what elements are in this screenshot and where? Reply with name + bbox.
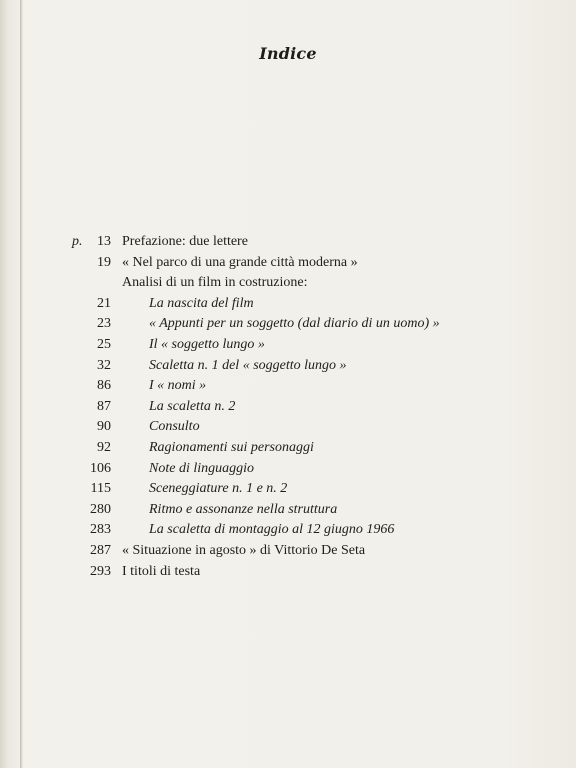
toc-entry-title: La nascita del film [149,295,254,311]
toc-entry-title: « Situazione in agosto » di Vittorio De Seta [122,542,366,558]
toc-entry [0,520,576,541]
toc-page-number: 287 [90,542,111,558]
toc-entry [0,294,576,315]
toc-entry [0,314,576,335]
toc-entry-title: Consulto [149,419,200,435]
toc-entry [0,356,576,377]
toc-entry [0,253,576,274]
toc-entry [0,541,576,562]
toc-entry-title: Prefazione: due lettere [122,234,248,249]
toc-page-number: 280 [90,501,111,517]
toc-entry-title: Note di linguaggio [149,460,254,476]
toc-page-number: 23 [97,316,111,332]
toc-page-number: 25 [97,336,111,352]
toc-entry-title: La scaletta di montaggio al 12 giugno 1966 [149,522,395,538]
toc-entry [0,417,576,438]
toc-entry [0,232,576,253]
toc-entry [0,438,576,459]
toc-entry [0,479,576,500]
page-prefix: p. [72,234,83,249]
toc-page-number: 13 [97,234,111,249]
toc-page-number: 283 [90,522,111,538]
toc-page-number: 21 [97,295,111,311]
toc-page-number: 115 [90,481,111,497]
toc-page-number: 293 [90,563,111,579]
toc-page-number: 90 [97,419,111,435]
toc-entry-title: « Nel parco di una grande città moderna » [122,254,358,270]
toc-page-number: 106 [90,460,111,476]
toc-entry [0,459,576,480]
toc-entry [0,500,576,521]
toc-entry [0,335,576,356]
toc-page-number: 87 [97,398,111,414]
toc-entry-title: Sceneggiature n. 1 e n. 2 [149,481,288,497]
toc-page-number: 92 [97,439,111,455]
toc-page-number: 86 [97,378,111,394]
toc-entry-title: Analisi di un film in costruzione: [122,275,308,291]
toc-entry [0,376,576,397]
table-of-contents [0,232,576,582]
page-title: Indice [259,44,317,63]
toc-entry-title: Scaletta n. 1 del « soggetto lungo » [149,357,347,373]
toc-page-number: 19 [97,254,111,270]
toc-entry-title: Il « soggetto lungo » [149,336,265,352]
toc-entry-title: Ritmo e assonanze nella struttura [149,501,338,517]
toc-entry [0,397,576,418]
toc-entry-title: Ragionamenti sui personaggi [149,439,314,455]
toc-entry [0,273,576,294]
toc-page-number: 32 [97,357,111,373]
toc-entry-title: I titoli di testa [122,563,201,579]
toc-entry-title: « Appunti per un soggetto (dal diario di un uomo) » [149,316,440,332]
toc-entry [0,562,576,583]
toc-entry-title: La scaletta n. 2 [149,398,236,414]
toc-entry-title: I « nomi » [149,378,207,394]
